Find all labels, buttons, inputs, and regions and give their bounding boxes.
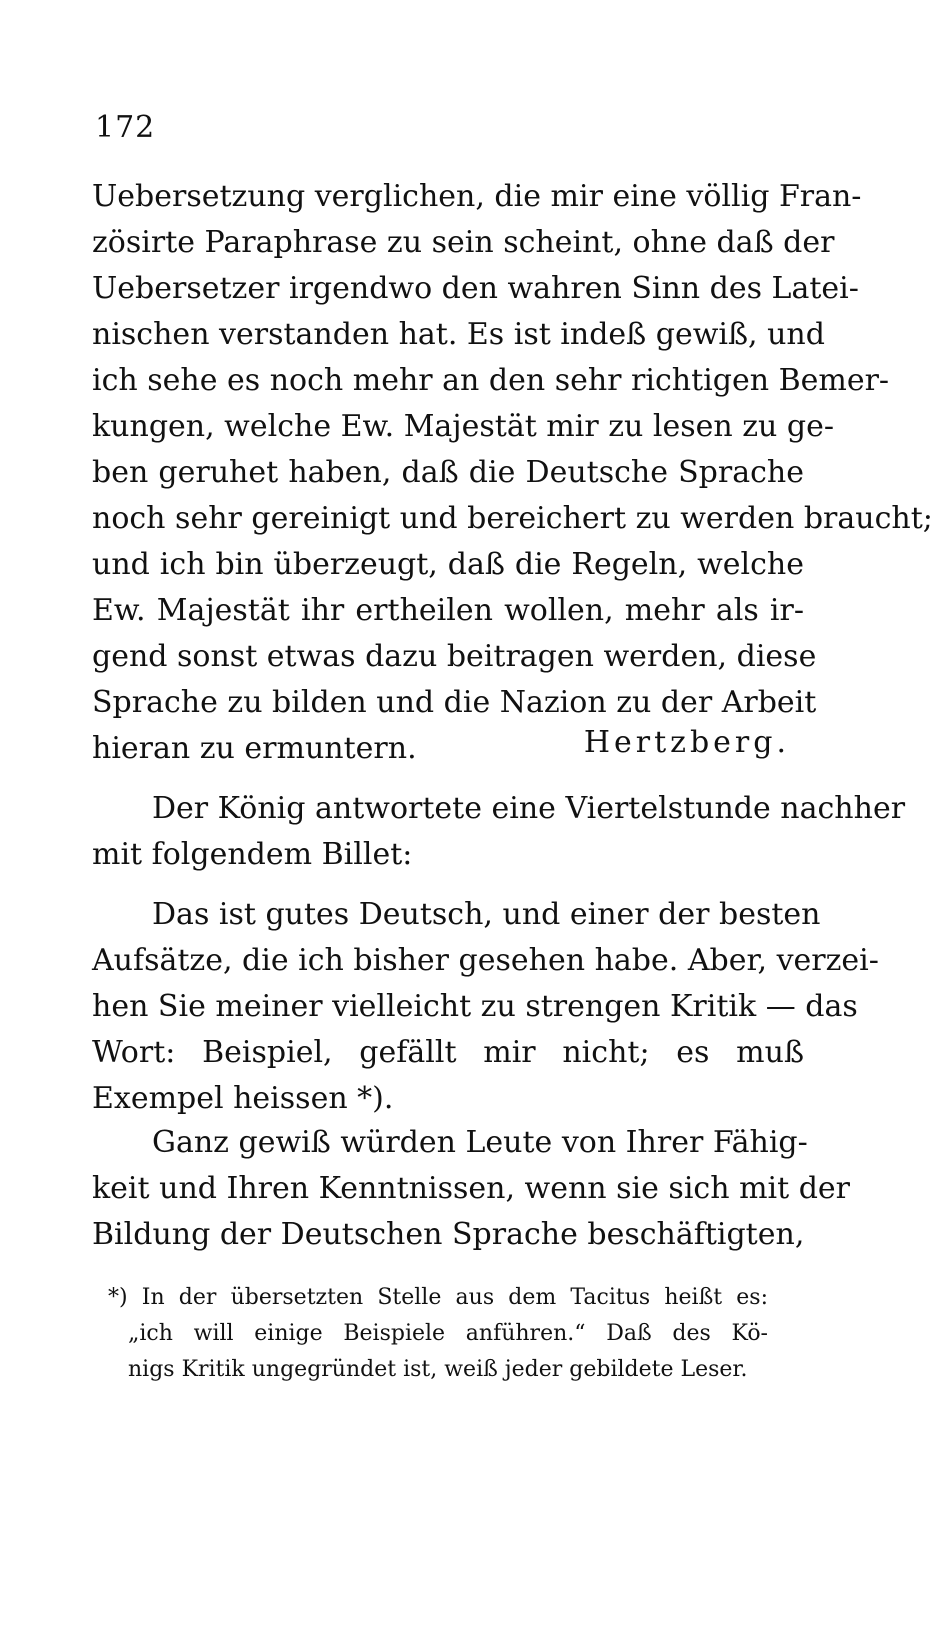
footnote-line: nigs Kritik ungegründet ist, weiß jeder gebildete Leser.: [128, 1357, 748, 1382]
text-line: mit folgendem Billet:: [92, 837, 413, 872]
text-line: Uebersetzung verglichen, die mir eine völlig Fran-: [92, 179, 862, 214]
text-line: Uebersetzer irgendwo den wahren Sinn des Latei-: [92, 271, 859, 306]
text-line: und ich bin überzeugt, daß die Regeln, welche: [92, 547, 804, 582]
text-line: nischen verstanden hat. Es ist indeß gewiß, und: [92, 317, 825, 352]
text-line: Bildung der Deutschen Sprache beschäftigten,: [92, 1217, 805, 1252]
text-line: Ganz gewiß würden Leute von Ihrer Fähig-: [152, 1125, 808, 1160]
text-line: keit und Ihren Kenntnissen, wenn sie sich mit der: [92, 1171, 851, 1206]
text-line: hieran zu ermuntern.: [92, 731, 417, 766]
text-line: Sprache zu bilden und die Nazion zu der Arbeit: [92, 685, 817, 720]
text-line: Exempel heissen *).: [92, 1081, 394, 1116]
paragraph-continuation: [92, 1120, 851, 1258]
text-line: hen Sie meiner vielleicht zu strengen Kritik — das: [92, 989, 858, 1024]
footnote-line: „ich will einige Beispiele anführen.“ Daß des Kö-: [128, 1321, 768, 1346]
text-line: ben geruhet haben, daß die Deutsche Sprache: [92, 455, 804, 490]
paragraph-king-reply-intro: [92, 786, 906, 878]
paragraph-letter-end: [92, 174, 933, 772]
text-line: Der König antwortete eine Viertelstunde nachher: [152, 791, 906, 826]
signature: Hertzberg.: [583, 725, 790, 760]
page-number: 172: [95, 110, 156, 145]
footnote: [108, 1280, 768, 1388]
text-line: Wort: Beispiel, gefällt mir nicht; es muß: [92, 1035, 804, 1070]
text-line: Ew. Majestät ihr ertheilen wollen, mehr als ir-: [92, 593, 804, 628]
text-line: noch sehr gereinigt und bereichert zu werden braucht;: [92, 501, 933, 536]
paragraph-king-billet: [92, 892, 879, 1122]
text-line: ich sehe es noch mehr an den sehr richtigen Bemer-: [92, 363, 890, 398]
text-line: Aufsätze, die ich bisher gesehen habe. Aber, verzei-: [92, 943, 879, 978]
text-line: Das ist gutes Deutsch, und einer der besten: [152, 897, 821, 932]
text-line: gend sonst etwas dazu beitragen werden, diese: [92, 639, 817, 674]
footnote-line: *) In der übersetzten Stelle aus dem Tacitus heißt es:: [108, 1285, 768, 1310]
text-line: zösirte Paraphrase zu sein scheint, ohne daß der: [92, 225, 835, 260]
text-line: kungen, welche Ew. Majestät mir zu lesen zu ge-: [92, 409, 834, 444]
